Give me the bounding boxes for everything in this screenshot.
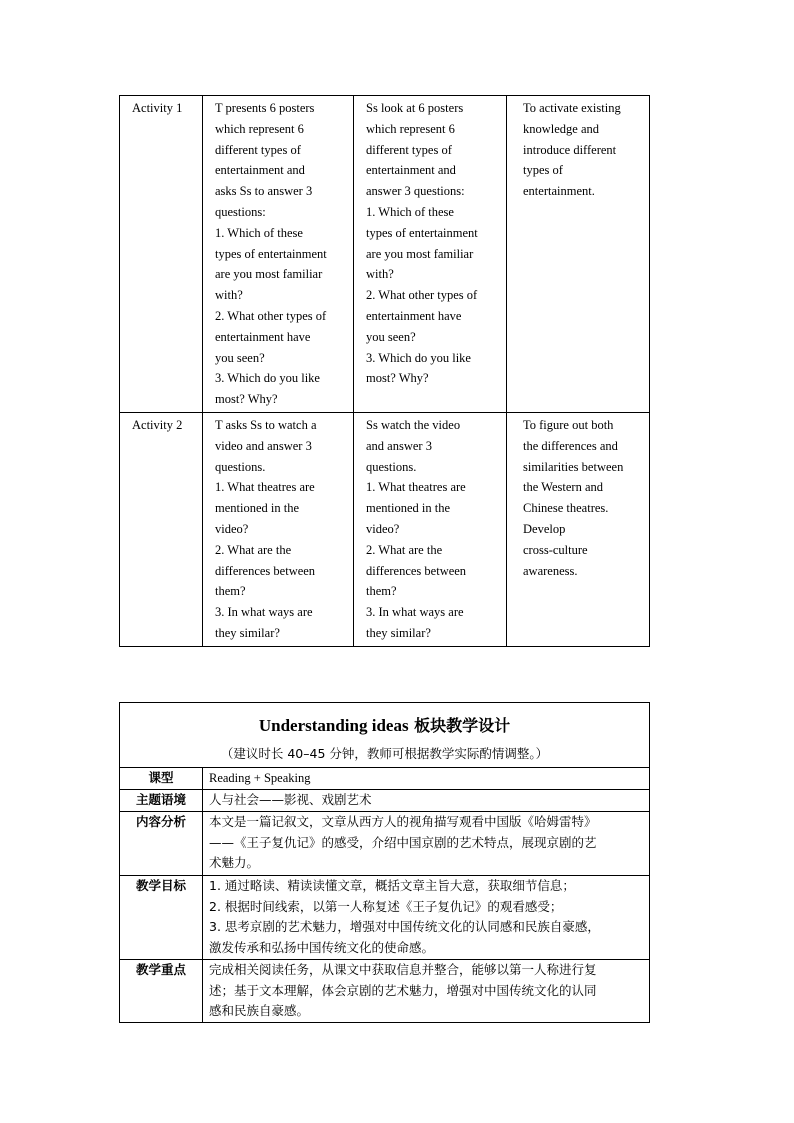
student-activity-line: with? [366,267,394,282]
teacher-activity-line: they similar? [215,625,280,640]
student-activity-line: 2. What are the [366,542,443,557]
teaching-design-table [119,702,650,1023]
student-activity-line: they similar? [366,625,431,640]
teacher-activity-line: video and answer 3 [215,438,312,453]
row-value-line: 完成相关阅读任务，从课文中获取信息并整合，能够以第一人称进行复 [209,962,597,977]
row-value-line: 2. 根据时间线索，以第一人称复述《王子复仇记》的观看感受； [209,898,563,914]
teacher-activity-line: 2. What other types of [215,308,327,323]
purpose-line: To figure out both [523,417,614,432]
row-value [203,876,650,960]
teacher-activity-line: are you most familiar [215,267,323,282]
student-activity-cell [354,412,507,646]
student-activity-line: 2. What other types of [366,288,478,303]
teacher-activity-line: you seen? [215,350,265,365]
row-label: 教学重点 [120,960,203,1023]
purpose-line: similarities between [523,459,624,474]
purpose-line: Develop [523,521,566,536]
student-activity-line: and answer 3 [366,438,432,453]
purpose-line: the differences and [523,438,618,453]
purpose-line: types of [523,163,563,178]
student-activity-line: entertainment and [366,163,456,178]
purpose-cell [507,96,650,413]
student-activity-line: questions. [366,459,417,474]
table-row [120,960,650,1023]
purpose-line: introduce different [523,142,617,157]
purpose-line: knowledge and [523,121,600,136]
row-value-line: 本文是一篇记叙文，文章从西方人的视角描写观看中国版《哈姆雷特》 [209,814,597,829]
teacher-activity-line: 1. What theatres are [215,480,315,495]
table-row [120,412,650,646]
row-value-line: 人与社会——影视、戏剧艺术 [209,792,372,807]
student-activity-line: which represent 6 [366,121,455,136]
purpose-line: To activate existing [523,101,621,115]
student-activity-line: most? Why? [366,371,429,386]
row-value [203,768,650,790]
teacher-activity-line: T asks Ss to watch a [215,417,317,432]
row-value-line: 述；基于文本理解，体会京剧的艺术魅力，增强对中国传统文化的认同 [209,982,597,998]
student-activity-line: Ss look at 6 posters [366,101,464,115]
purpose-line: cross-culture [523,542,588,557]
activity-name: Activity 1 [132,101,183,115]
row-value-line: ——《王子复仇记》的感受，介绍中国京剧的艺术特点，展现京剧的艺 [209,834,597,850]
teacher-activity-cell [203,96,354,413]
row-value-line: 术魅力。 [209,855,260,870]
purpose-line: awareness. [523,563,578,578]
activity-name-cell [120,96,203,413]
teacher-activity-line: video? [215,521,249,536]
activity-name: Activity 2 [132,417,183,432]
student-activity-line: mentioned in the [366,501,451,516]
table-header-row [120,703,650,768]
student-activity-line: answer 3 questions: [366,184,465,199]
teacher-activity-line: 1. Which of these [215,225,303,240]
student-activity-line: video? [366,521,400,536]
student-activity-line: them? [366,584,397,599]
teacher-activity-line: 3. Which do you like [215,371,320,386]
student-activity-cell [354,96,507,413]
row-label: 课型 [120,768,203,790]
teacher-activity-line: which represent 6 [215,121,304,136]
student-activity-line: you seen? [366,329,416,344]
row-value-line: 1. 通过略读、精读读懂文章，概括文章主旨大意，获取细节信息； [209,878,575,893]
teacher-activity-line: them? [215,584,246,599]
student-activity-line: types of entertainment [366,225,478,240]
student-activity-line: entertainment have [366,308,462,323]
table-row [120,96,650,413]
row-value-line: 3. 思考京剧的艺术魅力，增强对中国传统文化的认同感和民族自豪感， [209,919,600,934]
teacher-activity-line: types of entertainment [215,246,327,261]
student-activity-line: 1. Which of these [366,204,454,219]
purpose-line: entertainment. [523,184,595,199]
design-title [124,711,645,741]
table-row [120,768,650,790]
design-header-cell [120,703,650,768]
student-activity-line: 3. In what ways are [366,605,464,620]
row-label: 内容分析 [120,812,203,876]
teacher-activity-line: questions: [215,204,266,219]
table-row [120,790,650,812]
teacher-activity-line: asks Ss to answer 3 [215,184,313,199]
design-title-en: Understanding ideas [258,716,409,735]
teacher-activity-line: 2. What are the [215,542,292,557]
teacher-activity-line: 3. In what ways are [215,605,313,620]
teacher-activity-line: differences between [215,563,316,578]
student-activity-line: 3. Which do you like [366,350,471,365]
teacher-activity-line: with? [215,288,243,303]
row-value [203,960,650,1023]
row-value-line: 激发传承和弘扬中国传统文化的使命感。 [209,939,435,955]
teacher-activity-line: different types of [215,142,301,157]
student-activity-line: 1. What theatres are [366,480,466,495]
table-row [120,876,650,960]
activity-name-cell [120,412,203,646]
row-label: 教学目标 [120,876,203,960]
teacher-activity-cell [203,412,354,646]
row-value [203,790,650,812]
teacher-activity-line: entertainment have [215,329,311,344]
student-activity-line: different types of [366,142,452,157]
design-subtitle: （建议时长 40–45 分钟，教师可根据教学实际酌情调整。） [220,746,549,761]
teacher-activity-line: most? Why? [215,392,278,407]
student-activity-line: are you most familiar [366,246,474,261]
design-title-zh: 板块教学设计 [408,716,511,735]
row-value [203,812,650,876]
activities-table [119,95,650,647]
student-activity-line: Ss watch the video [366,417,461,432]
row-label: 主题语境 [120,790,203,812]
row-value-line: Reading + Speaking [209,771,311,785]
row-value-line: 感和民族自豪感。 [209,1003,310,1018]
teacher-activity-line: entertainment and [215,163,305,178]
teacher-activity-line: questions. [215,459,266,474]
table-row [120,812,650,876]
purpose-cell [507,412,650,646]
student-activity-line: differences between [366,563,467,578]
teacher-activity-line: T presents 6 posters [215,101,315,115]
purpose-line: Chinese theatres. [523,501,609,516]
teacher-activity-line: mentioned in the [215,501,300,516]
purpose-line: the Western and [523,480,603,495]
